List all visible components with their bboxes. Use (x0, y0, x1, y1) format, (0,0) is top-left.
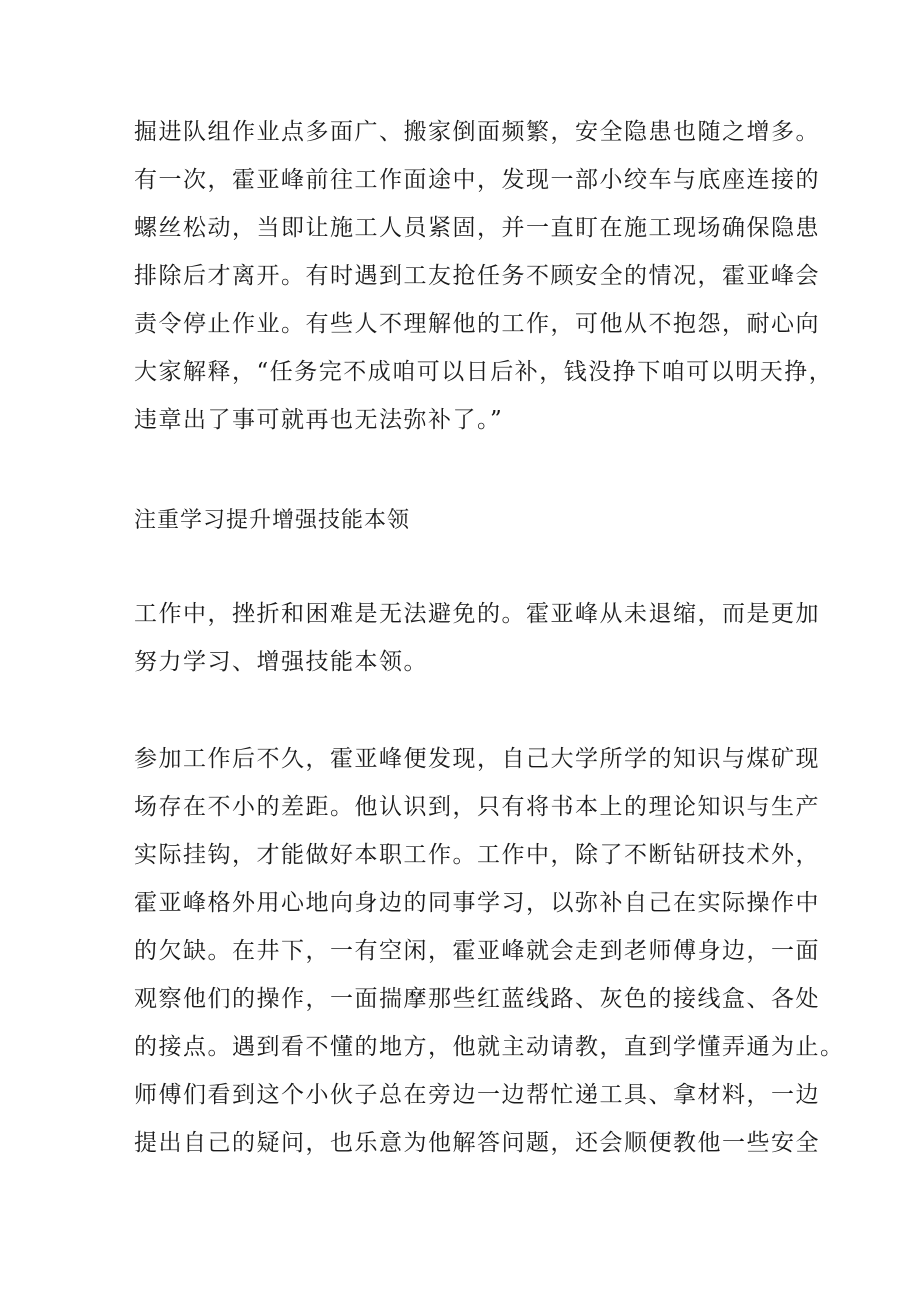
text-line: 违章出了事可就再也无法弥补了。” (134, 407, 504, 433)
text-line: 有一次，霍亚峰前往工作面途中，发现一部小绞车与底座连接的 (134, 167, 820, 193)
text-line: 的接点。遇到看不懂的地方，他就主动请教，直到学懂弄通为止。 (134, 1034, 845, 1060)
text-line: 实际挂钩，才能做好本职工作。工作中，除了不断钻研技术外， (134, 842, 820, 868)
text-line: 师傅们看到这个小伙子总在旁边一边帮忙递工具、拿材料，一边 (134, 1082, 820, 1108)
text-line: 大家解释，“任务完不成咱可以日后补，钱没挣下咱可以明天挣， (134, 359, 834, 385)
text-line: 霍亚峰格外用心地向身边的同事学习，以弥补自己在实际操作中 (134, 890, 820, 916)
text-line: 排除后才离开。有时遇到工友抢任务不顾安全的情况，霍亚峰会 (134, 263, 820, 289)
text-line: 掘进队组作业点多面广、搬家倒面频繁，安全隐患也随之增多。 (134, 119, 820, 145)
text-line: 责令停止作业。有些人不理解他的工作，可他从不抱怨，耐心向 (134, 311, 820, 337)
text-line: 观察他们的操作，一面揣摩那些红蓝线路、灰色的接线盒、各处 (134, 986, 820, 1012)
text-line: 参加工作后不久，霍亚峰便发现，自己大学所学的知识与煤矿现 (134, 746, 820, 772)
text-line: 螺丝松动，当即让施工人员紧固，并一直盯在施工现场确保隐患 (134, 215, 820, 241)
text-line: 的欠缺。在井下，一有空闲，霍亚峰就会走到老师傅身边，一面 (134, 938, 820, 964)
text-line: 提出自己的疑问，也乐意为他解答问题，还会顺便教他一些安全 (134, 1130, 820, 1156)
text-line: 场存在不小的差距。他认识到，只有将书本上的理论知识与生产 (134, 794, 820, 820)
text-line: 工作中，挫折和困难是无法避免的。霍亚峰从未退缩，而是更加 (134, 601, 820, 627)
section-heading: 注重学习提升增强技能本领 (134, 508, 411, 533)
text-line: 努力学习、增强技能本领。 (134, 649, 428, 675)
